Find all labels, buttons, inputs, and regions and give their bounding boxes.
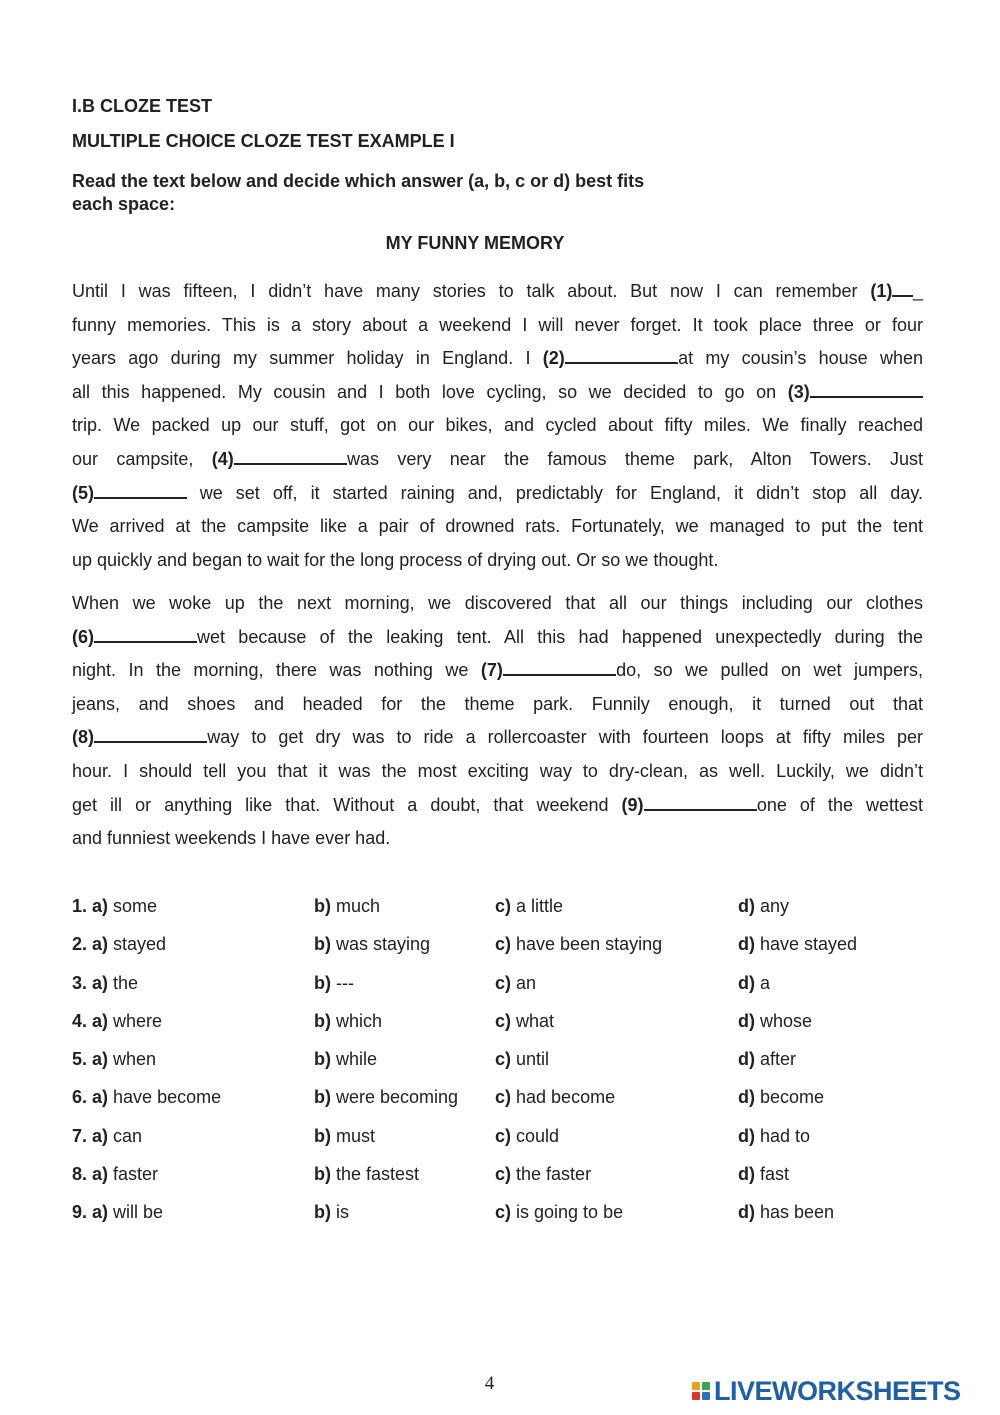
gap-number: (7)	[480, 660, 503, 681]
option-row	[72, 896, 923, 934]
answer-options-table	[72, 896, 923, 1241]
line-text: _	[912, 281, 923, 301]
gap-number: (4)	[211, 448, 234, 469]
line-text: one of the wettest	[756, 794, 924, 815]
story-line	[72, 477, 923, 511]
option-row	[72, 1164, 923, 1202]
option-row	[72, 1049, 923, 1087]
line-text: night. In the morning, there was nothing we	[72, 660, 481, 681]
option-row	[72, 934, 923, 972]
liveworksheets-logo-icon	[692, 1382, 710, 1400]
option-d[interactable]: d) had to	[738, 1125, 811, 1146]
story-line	[72, 342, 923, 376]
option-c[interactable]: c) had become	[495, 1087, 616, 1108]
story-line	[72, 721, 923, 755]
option-d[interactable]: d) become	[738, 1087, 825, 1108]
option-d[interactable]: d) any	[738, 896, 790, 916]
option-c[interactable]: c) an	[495, 972, 537, 993]
story-line: jeans, and shoes and headed for the theme park. Funnily enough, it turned out that	[72, 693, 923, 714]
instruction-text: Read the text below and decide which answer (a, b, c or d) best fits each space:	[72, 171, 645, 214]
gap-number: (1)	[870, 281, 893, 301]
option-b[interactable]: b) is	[314, 1202, 349, 1223]
line-text: all this happened. My cousin and I both love cycling, so we decided to go on	[72, 381, 788, 402]
option-a[interactable]: 4. a) where	[72, 1010, 163, 1031]
gap-number: (9)	[621, 794, 644, 815]
story-line: hour. I should tell you that it was the most exciting way to dry-clean, as well. Luckily, we didn’t	[72, 760, 923, 781]
story-line: and funniest weekends I have ever had.	[72, 828, 391, 849]
option-c[interactable]: c) until	[495, 1049, 550, 1070]
option-a[interactable]: 7. a) can	[72, 1125, 143, 1146]
subtitle-heading: MULTIPLE CHOICE CLOZE TEST EXAMPLE I	[72, 131, 455, 151]
answer-blank[interactable]	[644, 791, 757, 811]
line-text: was very near the famous theme park, Alton Towers. Just	[347, 448, 923, 469]
line-text: Until I was fifteen, I didn’t have many stories to talk about. But now I can remember	[72, 281, 871, 301]
answer-blank[interactable]	[892, 277, 913, 297]
answer-blank[interactable]	[810, 378, 923, 398]
option-b[interactable]: b) the fastest	[314, 1164, 420, 1185]
option-a[interactable]: 8. a) faster	[72, 1164, 159, 1185]
page-number: 4	[484, 1373, 495, 1394]
option-d[interactable]: d) fast	[738, 1164, 790, 1185]
option-d[interactable]: d) a	[738, 972, 771, 993]
answer-blank[interactable]	[94, 723, 207, 743]
story-line	[72, 789, 923, 823]
answer-blank[interactable]	[94, 623, 197, 643]
option-row	[72, 1126, 923, 1164]
option-c[interactable]: c) is going to be	[495, 1202, 624, 1223]
story-paragraph-1	[72, 275, 923, 577]
brand-name: LIVEWORKSHEETS	[714, 1375, 961, 1406]
option-c[interactable]: c) could	[495, 1125, 560, 1146]
option-a[interactable]: 2. a) stayed	[72, 934, 167, 955]
option-a[interactable]: 9. a) will be	[72, 1202, 164, 1223]
gap-number: (8)	[72, 727, 94, 748]
story-line: funny memories. This is a story about a weekend I will never forget. It took place three or four	[72, 314, 923, 335]
line-text: do, so we pulled on wet jumpers,	[616, 660, 923, 681]
story-line	[72, 275, 923, 309]
line-text: we set off, it started raining and, predictably for England, it didn’t stop all day.	[186, 482, 923, 503]
option-b[interactable]: b) much	[314, 896, 381, 916]
answer-blank[interactable]	[234, 445, 347, 465]
liveworksheets-logo	[692, 1377, 961, 1405]
story-paragraph-2	[72, 587, 923, 856]
option-d[interactable]: d) whose	[738, 1010, 813, 1031]
option-a[interactable]: 3. a) the	[72, 972, 139, 993]
option-a[interactable]: 5. a) when	[72, 1049, 157, 1070]
option-a[interactable]: 6. a) have become	[72, 1087, 222, 1108]
section-heading: I.B CLOZE TEST	[72, 96, 213, 116]
option-d[interactable]: d) have stayed	[738, 934, 858, 955]
story-title: MY FUNNY MEMORY	[385, 233, 565, 253]
story-line: We arrived at the campsite like a pair of drowned rats. Fortunately, we managed to put the tent	[72, 516, 923, 537]
gap-number: (5)	[72, 482, 94, 503]
story-line	[72, 621, 923, 655]
answer-blank[interactable]	[94, 479, 187, 499]
option-c[interactable]: c) a little	[495, 896, 564, 916]
story-line: When we woke up the next morning, we discovered that all our things including our clothes	[72, 593, 923, 613]
option-b[interactable]: b) ---	[314, 972, 354, 993]
story-line: up quickly and began to wait for the long process of drying out. Or so we thought.	[72, 549, 719, 570]
option-b[interactable]: b) which	[314, 1010, 383, 1031]
gap-number: (3)	[787, 381, 810, 402]
option-a[interactable]: 1. a) some	[72, 896, 158, 916]
option-row	[72, 1011, 923, 1049]
story-line	[72, 654, 923, 688]
option-row	[72, 1202, 923, 1240]
option-c[interactable]: c) have been staying	[495, 934, 663, 955]
line-text: way to get dry was to ride a rollercoaster with fourteen loops at fifty miles per	[207, 727, 923, 748]
answer-blank[interactable]	[503, 656, 616, 676]
option-b[interactable]: b) was staying	[314, 934, 431, 955]
line-text: years ago during my summer holiday in England. I	[72, 348, 543, 369]
line-text: get ill or anything like that. Without a doubt, that weekend	[72, 794, 622, 815]
option-b[interactable]: b) must	[314, 1125, 376, 1146]
gap-number: (2)	[542, 348, 565, 369]
option-b[interactable]: b) while	[314, 1049, 378, 1070]
story-line	[72, 376, 923, 410]
option-b[interactable]: b) were becoming	[314, 1087, 459, 1108]
story-line: trip. We packed up our stuff, got on our bikes, and cycled about fifty miles. We finally reached	[72, 415, 923, 436]
option-d[interactable]: d) has been	[738, 1202, 835, 1223]
option-row	[72, 973, 923, 1011]
answer-blank[interactable]	[565, 344, 678, 364]
line-text: wet because of the leaking tent. All this had happened unexpectedly during the	[197, 626, 923, 647]
option-d[interactable]: d) after	[738, 1049, 797, 1070]
gap-number: (6)	[72, 626, 94, 647]
option-row	[72, 1087, 923, 1125]
option-c[interactable]: c) what	[495, 1010, 555, 1031]
line-text: at my cousin’s house when	[678, 348, 924, 369]
story-line	[72, 443, 923, 477]
option-c[interactable]: c) the faster	[495, 1164, 592, 1185]
line-text: our campsite,	[72, 448, 212, 469]
